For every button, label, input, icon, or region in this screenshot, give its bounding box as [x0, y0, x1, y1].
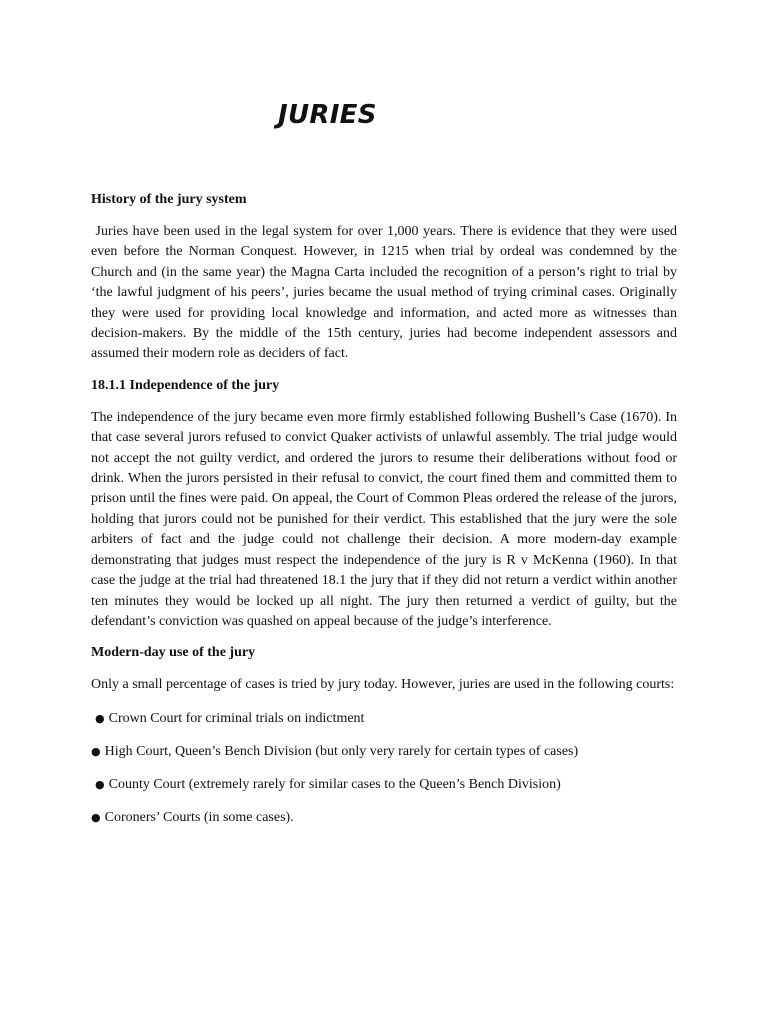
- bullet-icon: ●: [95, 711, 105, 725]
- section-heading-history: History of the jury system: [91, 192, 247, 207]
- list-item-text: County Court (extremely rarely for similar cases to the Queen’s Bench Division): [108, 776, 561, 792]
- courts-list: [91, 709, 677, 828]
- independence-paragraph: The independence of the jury became even more firmly established following Bushell’s Case (1670). In that case several jurors refused to convict Quaker activists of unlawful assembly. The trial judge would not accept the not guilty verdict, and ordered the jurors to resume their deliberations without food or drink. When the jurors persisted in their refusal to convict, the court fined them and committed them to prison until the fines were paid. On appeal, the Court of Common Pleas ordered the release of the jurors, holding that jurors could not be punished for their verdict. This established that the jury were the sole arbiters of fact and the judge could not challenge their decision. A more modern-day example demonstrating that judges must respect the independence of the jury is R v McKenna (1960). In that case the judge at the trial had threatened 18.1 the jury that if they did not return a verdict within another ten minutes they would be locked up all night. The jury then returned a verdict of guilty, but the defendant’s conviction was quashed on appeal because of the judge’s interference.: [91, 409, 677, 629]
- bullet-icon: ●: [95, 777, 105, 791]
- list-item-text: Coroners’ Courts (in some cases).: [104, 809, 294, 825]
- bullet-icon: ●: [91, 744, 101, 758]
- list-item: [91, 709, 677, 729]
- list-item: [91, 808, 677, 828]
- list-item-text: High Court, Queen’s Bench Division (but only very rarely for certain types of cases): [104, 743, 579, 759]
- list-item: [91, 775, 677, 795]
- modern-use-paragraph: Only a small percentage of cases is tried by jury today. However, juries are used in the following courts:: [91, 677, 675, 693]
- list-item-text: Crown Court for criminal trials on indictment: [108, 710, 365, 726]
- list-item: [91, 742, 677, 762]
- section-heading-modern-use: Modern-day use of the jury: [91, 645, 256, 661]
- bullet-icon: ●: [91, 810, 101, 824]
- section-heading-independence: 18.1.1 Independence of the jury: [91, 377, 280, 393]
- document-body: [91, 190, 681, 841]
- document-title: JURIES: [278, 100, 377, 130]
- history-paragraph: Juries have been used in the legal system for over 1,000 years. There is evidence that they were used even before the Norman Conquest. However, in 1215 when trial by ordeal was condemned by the Church and (in the same year) the Magna Carta included the recognition of a person’s right to trial by ‘the lawful judgment of his peers’, juries became the usual method of trying criminal cases. Originally they were used for providing local knowledge and information, and acted more as witnesses than decision-makers. By the middle of the 15th century, juries had become independent assessors and assumed their modern role as deciders of fact.: [91, 224, 681, 362]
